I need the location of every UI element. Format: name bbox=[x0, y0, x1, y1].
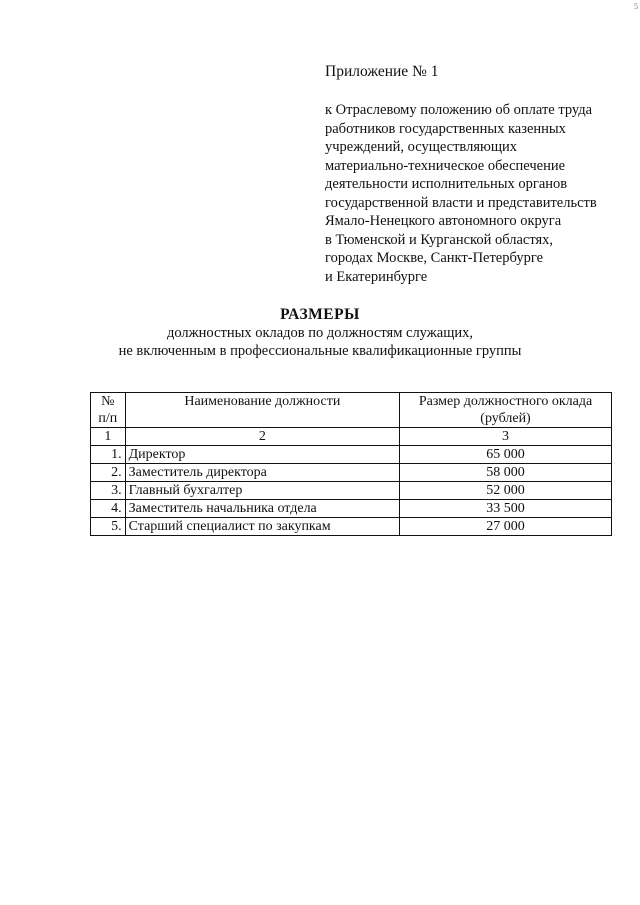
column-index: 2 bbox=[125, 428, 399, 446]
row-number: 4. bbox=[91, 500, 126, 518]
document-subtitle-line2: не включенным в профессиональные квалификационные группы bbox=[118, 343, 522, 359]
position-name: Директор bbox=[125, 446, 399, 464]
row-number: 5. bbox=[91, 518, 126, 536]
table-header-row bbox=[91, 393, 612, 428]
column-index: 3 bbox=[400, 428, 612, 446]
appendix-line: и Екатеринбурге bbox=[325, 268, 428, 285]
table-row bbox=[91, 446, 612, 464]
table-row bbox=[91, 464, 612, 482]
appendix-title: Приложение № 1 bbox=[325, 63, 439, 80]
column-index-row bbox=[91, 428, 612, 446]
salary-table bbox=[90, 392, 612, 536]
appendix-line: Ямало-Ненецкого автономного округа bbox=[325, 213, 562, 229]
appendix-line: учреждений, осуществляющих bbox=[325, 139, 517, 155]
header-num: № п/п bbox=[91, 393, 126, 428]
document-subtitle-line1: должностных окладов по должностям служащих, bbox=[166, 325, 473, 341]
position-name: Старший специалист по закупкам bbox=[125, 518, 399, 536]
appendix-text bbox=[325, 101, 625, 286]
table-row bbox=[91, 500, 612, 518]
position-name: Заместитель директора bbox=[125, 464, 399, 482]
row-number: 1. bbox=[91, 446, 126, 464]
table-row bbox=[91, 518, 612, 536]
row-number: 3. bbox=[91, 482, 126, 500]
appendix-line: государственной власти и представительств bbox=[325, 194, 597, 211]
row-number: 2. bbox=[91, 464, 126, 482]
appendix-line: материально-техническое обеспечение bbox=[325, 157, 566, 174]
page-mark: 5 bbox=[634, 2, 638, 11]
appendix-line: городах Москве, Санкт-Петербурге bbox=[325, 250, 544, 266]
table-row bbox=[91, 482, 612, 500]
appendix-line: деятельности исполнительных органов bbox=[325, 176, 568, 192]
position-name: Заместитель начальника отдела bbox=[125, 500, 399, 518]
appendix-line: работников государственных казенных bbox=[325, 120, 566, 137]
header-position-name: Наименование должности bbox=[125, 393, 399, 428]
salary-value: 65 000 bbox=[400, 446, 612, 464]
salary-value: 27 000 bbox=[400, 518, 612, 536]
salary-value: 58 000 bbox=[400, 464, 612, 482]
column-index: 1 bbox=[91, 428, 126, 446]
appendix-block bbox=[325, 62, 625, 286]
header-salary: Размер должностного оклада (рублей) bbox=[400, 393, 612, 428]
appendix-line: к Отраслевому положению об оплате труда bbox=[325, 102, 593, 118]
salary-value: 52 000 bbox=[400, 482, 612, 500]
document-title: РАЗМЕРЫ bbox=[280, 306, 360, 323]
position-name: Главный бухгалтер bbox=[125, 482, 399, 500]
salary-value: 33 500 bbox=[400, 500, 612, 518]
appendix-line: в Тюменской и Курганской областях, bbox=[325, 231, 554, 248]
